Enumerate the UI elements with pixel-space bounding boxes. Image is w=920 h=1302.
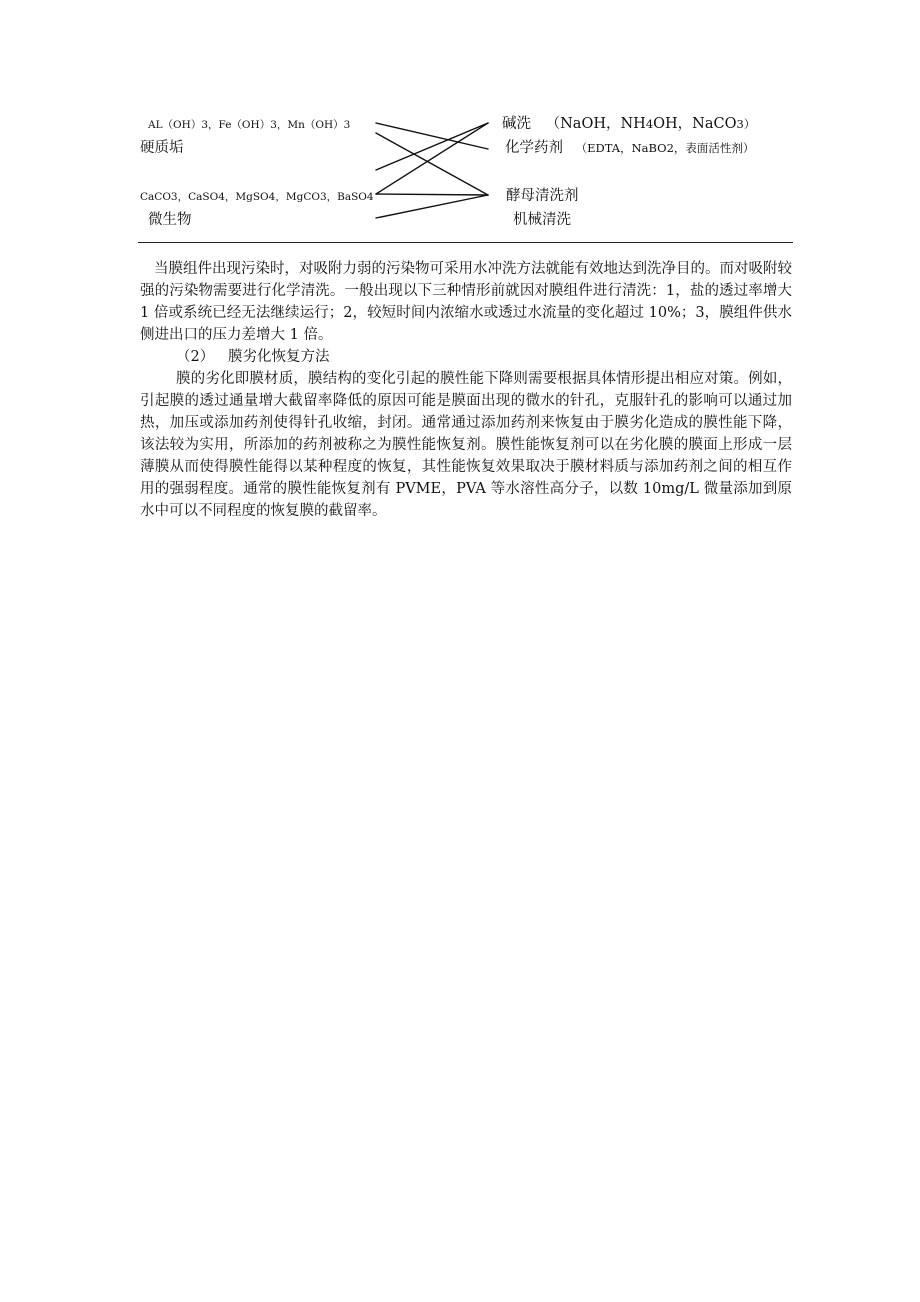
chemical-agent-label: 化学药剂 xyxy=(505,140,563,156)
alkali-detail-part: （NaOH，NH xyxy=(545,116,646,132)
right-item-enzyme-cleaner: 酵母清洗剂 xyxy=(506,188,579,204)
connector-line xyxy=(376,133,488,195)
paragraph-cleaning-conditions: 当膜组件出现污染时，对吸附力弱的污染物可采用水冲洗方法就能有效地达到洗净目的。而对吸附较强的污染物需要进行化学清洗。一般出现以下三种情形前就因对膜组件进行清洗：1，盐的透过率增大 1 倍或系统已经无法继续运行；2，较短时间内浓缩水或透过水流量的变化超过 10%；3，膜组件供水侧进出口的压力差增大 1 倍。 xyxy=(140,261,792,343)
left-formula-hydroxides: AL（OH）3，Fe（OH）3，Mn（OH）3 xyxy=(148,119,351,131)
section-title: 膜劣化恢复方法 xyxy=(228,349,330,365)
right-item-mechanical-clean: 机械清洗 xyxy=(513,212,571,228)
chemical-agent-detail: （EDTA，NaBO2，表面活性剂） xyxy=(575,141,755,155)
fouling-cleaning-diagram xyxy=(0,0,920,245)
connector-line xyxy=(376,123,488,194)
connector-line xyxy=(376,194,488,195)
connector-lines xyxy=(0,0,920,245)
left-label-hard-scale: 硬质垢 xyxy=(140,140,184,156)
paragraph-membrane-degradation: 膜的劣化即膜材质，膜结构的变化引起的膜性能下降则需要根据具体情形提出相应对策。例如，引起膜的透过通量增大截留率降低的原因可能是膜面出现的微水的针孔，克服针孔的影响可以通过加热，加压或添加药剂使得针孔收缩，封闭。通常通过添加药剂来恢复由于膜劣化造成的膜性能下降，该法较为实用，所添加的药剂被称之为膜性能恢复剂。膜性能恢复剂可以在劣化膜的膜面上形成一层薄膜从而使得膜性能得以某种程度的恢复，其性能恢复效果取决于膜材料质与添加药剂之间的相互作用的强弱程度。通常的膜性能恢复剂有 PVME，PVA 等水溶性高分子，以数 10mg/L 微量添加到原水中可以不同程度的恢复膜的截留率。 xyxy=(140,371,792,519)
horizontal-rule xyxy=(138,242,793,243)
alkali-detail-sub: 4 xyxy=(645,117,654,131)
connector-line xyxy=(376,195,488,218)
connector-line xyxy=(376,123,488,170)
left-label-microorganism: 微生物 xyxy=(148,212,192,228)
alkali-wash-label: 碱洗 xyxy=(502,116,531,132)
alkali-detail-sub: 3 xyxy=(736,117,744,131)
section-heading xyxy=(140,346,792,368)
section-number: （2） xyxy=(176,349,215,365)
body-text xyxy=(140,258,792,522)
right-item-chemical-agent xyxy=(505,141,754,156)
alkali-wash-detail xyxy=(546,116,756,132)
alkali-detail-part: OH，NaCO xyxy=(653,116,737,132)
alkali-detail-part: ） xyxy=(743,117,756,131)
connector-line xyxy=(376,123,488,149)
left-formula-carbonates-sulfates: CaCO3，CaSO4，MgSO4，MgCO3，BaSO4 xyxy=(140,191,374,203)
right-item-alkali-wash xyxy=(502,117,755,132)
